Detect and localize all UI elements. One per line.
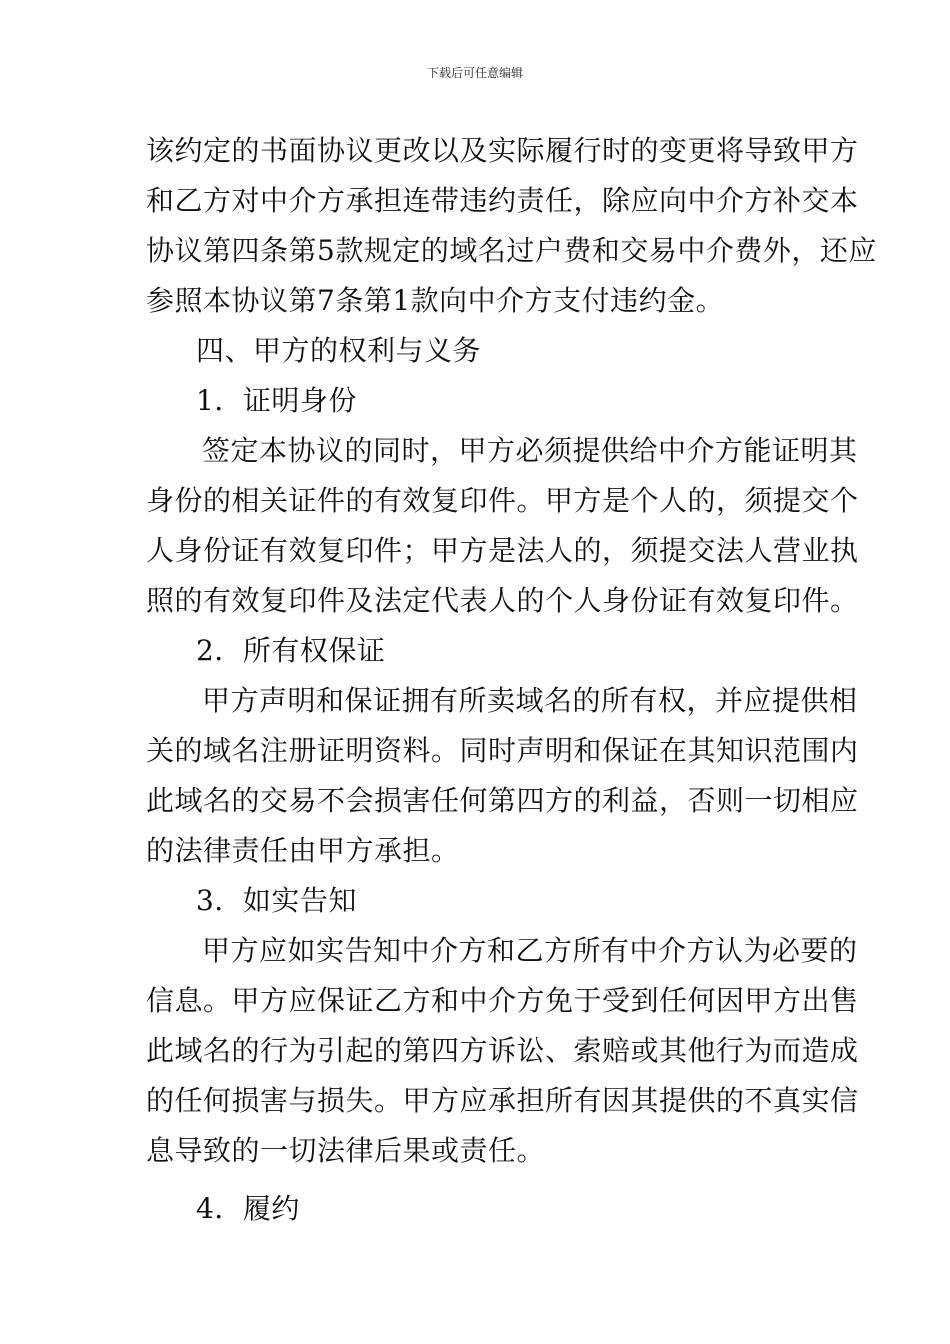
body-line: 身份的相关证件的有效复印件。甲方是个人的，须提交个 <box>146 484 859 517</box>
subsection-heading: 4．履约 <box>196 1192 300 1225</box>
body-line: 信息。甲方应保证乙方和中介方免于受到任何因甲方出售 <box>146 984 859 1017</box>
body-line: 协议第四条第5款规定的域名过户费和交易中介费外，还应 <box>146 234 877 267</box>
body-line: 息导致的一切法律后果或责任。 <box>146 1134 546 1167</box>
section-heading: 四、甲方的权利与义务 <box>196 334 482 367</box>
body-line: 的任何损害与损失。甲方应承担所有因其提供的不真实信 <box>146 1084 859 1117</box>
body-line: 照的有效复印件及法定代表人的个人身份证有效复印件。 <box>146 584 859 617</box>
body-line: 此域名的交易不会损害任何第四方的利益，否则一切相应 <box>146 784 859 817</box>
body-line: 人身份证有效复印件；甲方是法人的，须提交法人营业执 <box>146 534 859 567</box>
subsection-heading: 3．如实告知 <box>196 884 357 917</box>
page-header: 下载后可任意编辑 <box>426 66 523 80</box>
document-body <box>146 126 877 1234</box>
subsection-heading: 2．所有权保证 <box>196 634 386 667</box>
body-line: 参照本协议第7条第1款向中介方支付违约金。 <box>146 284 725 317</box>
body-line: 的法律责任由甲方承担。 <box>146 834 460 867</box>
paragraph-first-line: 甲方声明和保证拥有所卖域名的所有权，并应提供相 <box>202 684 858 717</box>
subsection-heading: 1．证明身份 <box>196 384 357 417</box>
body-line: 该约定的书面协议更改以及实际履行时的变更将导致甲方 <box>146 134 859 167</box>
paragraph-first-line: 签定本协议的同时，甲方必须提供给中介方能证明其 <box>202 434 858 467</box>
body-line: 和乙方对中介方承担连带违约责任，除应向中介方补交本 <box>146 184 859 217</box>
body-line: 关的域名注册证明资料。同时声明和保证在其知识范围内 <box>146 734 859 767</box>
paragraph-first-line: 甲方应如实告知中介方和乙方所有中介方认为必要的 <box>202 934 858 967</box>
body-line: 此域名的行为引起的第四方诉讼、索赔或其他行为而造成 <box>146 1034 859 1067</box>
paragraph-gap <box>146 1176 811 1184</box>
